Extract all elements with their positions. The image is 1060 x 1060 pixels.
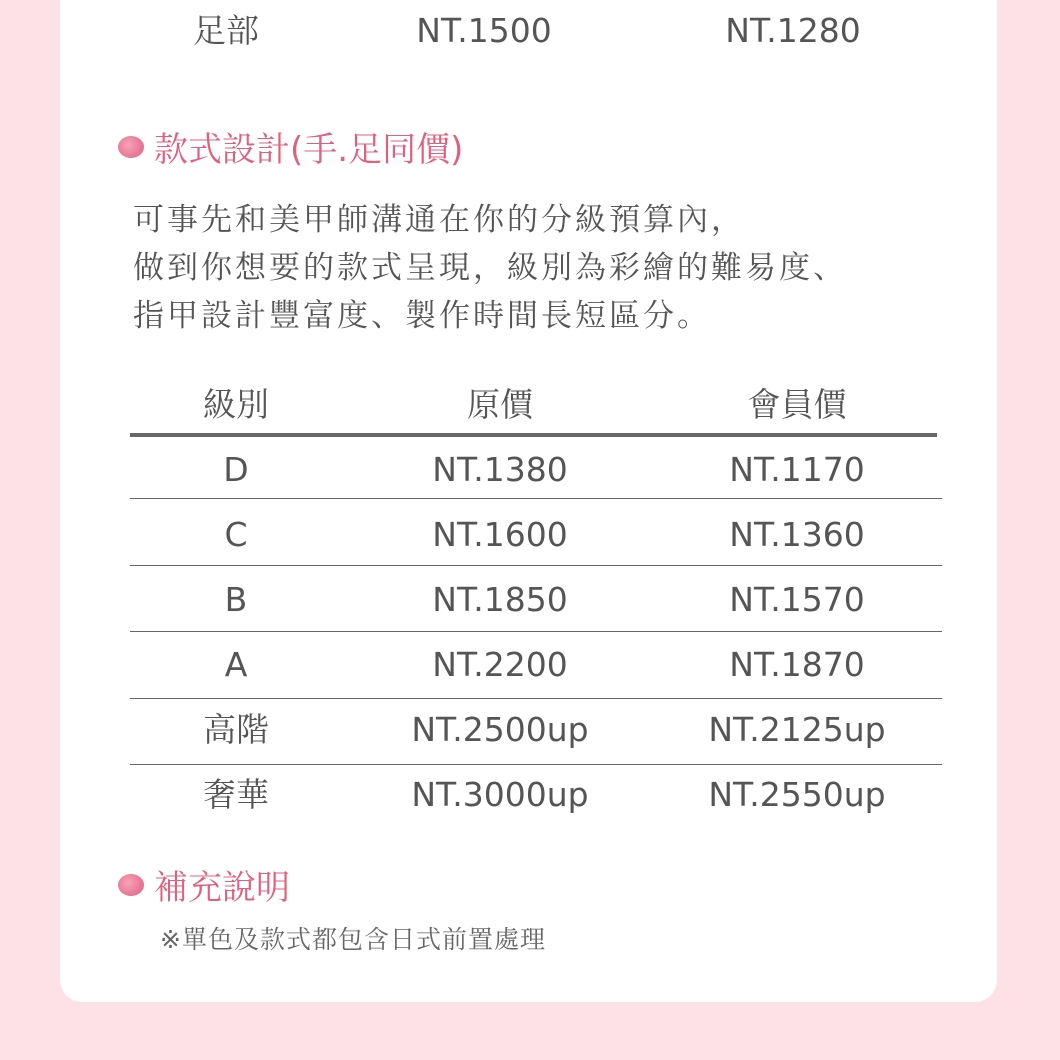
level-cell: 高階: [203, 710, 269, 749]
member-price-cell: NT.1870: [729, 645, 865, 684]
section-title: 補充說明: [154, 868, 290, 908]
original-price-cell: NT.2500up: [411, 710, 589, 749]
pink-dot-icon: [118, 874, 144, 896]
original-price-cell: NT.1600: [432, 515, 568, 554]
header-divider: [130, 433, 937, 437]
member-price-cell: NT.1170: [729, 450, 865, 489]
section-heading-notes: [118, 860, 290, 909]
description-line: 可事先和美甲師溝通在你的分級預算內，: [133, 202, 745, 238]
original-price-cell: NT.3000up: [411, 775, 589, 814]
level-cell: B: [224, 580, 248, 619]
level-cell: D: [223, 450, 249, 489]
header-original: 原價: [467, 385, 533, 424]
original-price-cell: NT.1850: [432, 580, 568, 619]
row-divider: [130, 764, 942, 765]
top-row-original: NT.1500: [416, 11, 552, 50]
original-price-cell: NT.2200: [432, 645, 568, 684]
description-line: 做到你想要的款式呈現，級別為彩繪的難易度、: [133, 250, 847, 286]
member-price-cell: NT.2125up: [708, 710, 886, 749]
section-title: 款式設計(手.足同價): [154, 130, 464, 170]
level-cell: 奢華: [203, 775, 269, 814]
section-heading-design: [118, 122, 463, 171]
note-text: ※單色及款式都包含日式前置處理: [160, 925, 546, 954]
row-divider: [130, 565, 942, 566]
top-row-label: 足部: [193, 11, 259, 50]
member-price-cell: NT.1570: [729, 580, 865, 619]
header-member: 會員價: [747, 385, 847, 424]
row-divider: [130, 698, 942, 699]
level-cell: C: [224, 515, 248, 554]
level-cell: A: [224, 645, 248, 684]
description-line: 指甲設計豐富度、製作時間長短區分。: [133, 298, 711, 334]
header-level: 級別: [203, 385, 269, 424]
row-divider: [130, 498, 942, 499]
pink-dot-icon: [118, 136, 144, 158]
original-price-cell: NT.1380: [432, 450, 568, 489]
design-description: [133, 196, 847, 340]
member-price-cell: NT.1360: [729, 515, 865, 554]
member-price-cell: NT.2550up: [708, 775, 886, 814]
top-row-member: NT.1280: [725, 11, 861, 50]
row-divider: [130, 631, 942, 632]
